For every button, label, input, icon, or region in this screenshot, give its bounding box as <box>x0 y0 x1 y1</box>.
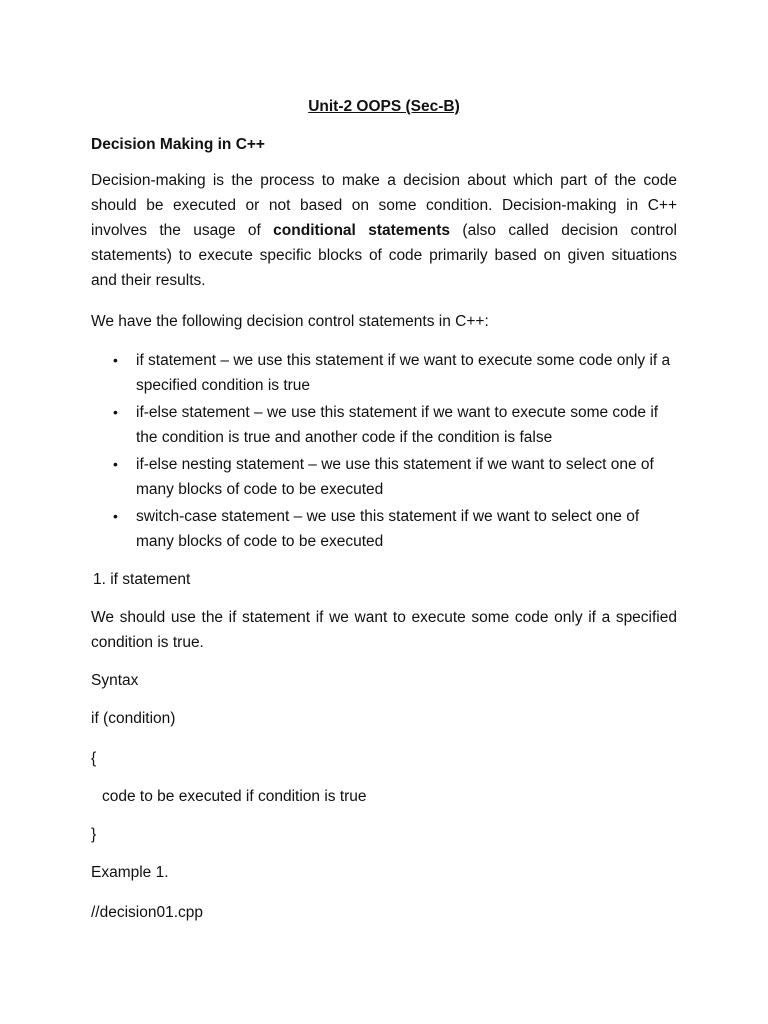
section-heading: Decision Making in C++ <box>91 136 265 153</box>
list-item-text: switch-case statement – we use this statement if we want to select one of many blocks of code to be executed <box>136 508 640 550</box>
syntax-label: Syntax <box>91 672 139 689</box>
intro-text-end: (also called decision control statements) to execute specific blocks of code primarily based on given situations and their results. <box>91 222 677 289</box>
list-item <box>91 504 677 554</box>
file-comment: //decision01.cpp <box>91 904 204 921</box>
list-item-text: if-else statement – we use this statement if we want to execute some code if the condition is true and another code if the condition is false <box>136 404 659 446</box>
bullet-icon: • <box>113 404 118 420</box>
list-item <box>91 452 677 502</box>
intro-bold-term: conditional statements <box>273 222 451 239</box>
list-item-text: if statement – we use this statement if we want to execute some code only if a specified condition is true <box>136 352 671 394</box>
intro-paragraph <box>91 168 677 293</box>
syntax-close-brace: } <box>91 826 97 843</box>
if-description: We should use the if statement if we want to execute some code only if a specified condition is true. <box>91 609 677 651</box>
document-title: Unit-2 OOPS (Sec-B) <box>308 98 460 115</box>
list-item <box>91 400 677 450</box>
list-item <box>91 348 677 398</box>
syntax-if-line: if (condition) <box>91 710 176 727</box>
bullet-icon: • <box>113 456 118 472</box>
syntax-open-brace: { <box>91 750 97 767</box>
numbered-heading-if-statement: 1. if statement <box>93 571 191 588</box>
syntax-body-line: code to be executed if condition is true <box>102 788 367 805</box>
bullet-icon: • <box>113 352 118 368</box>
list-item-text: if-else nesting statement – we use this statement if we want to select one of many blocks of code to be executed <box>136 456 654 498</box>
list-intro: We have the following decision control statements in C++: <box>91 313 489 330</box>
example-label: Example 1. <box>91 864 169 881</box>
statement-list <box>91 348 677 556</box>
intro-text-start: Decision-making is the process to make a decision about which part of the code should be executed or not based on some condition. Decision-making in C++ involves the usage of <box>91 172 677 239</box>
bullet-icon: • <box>113 508 118 524</box>
